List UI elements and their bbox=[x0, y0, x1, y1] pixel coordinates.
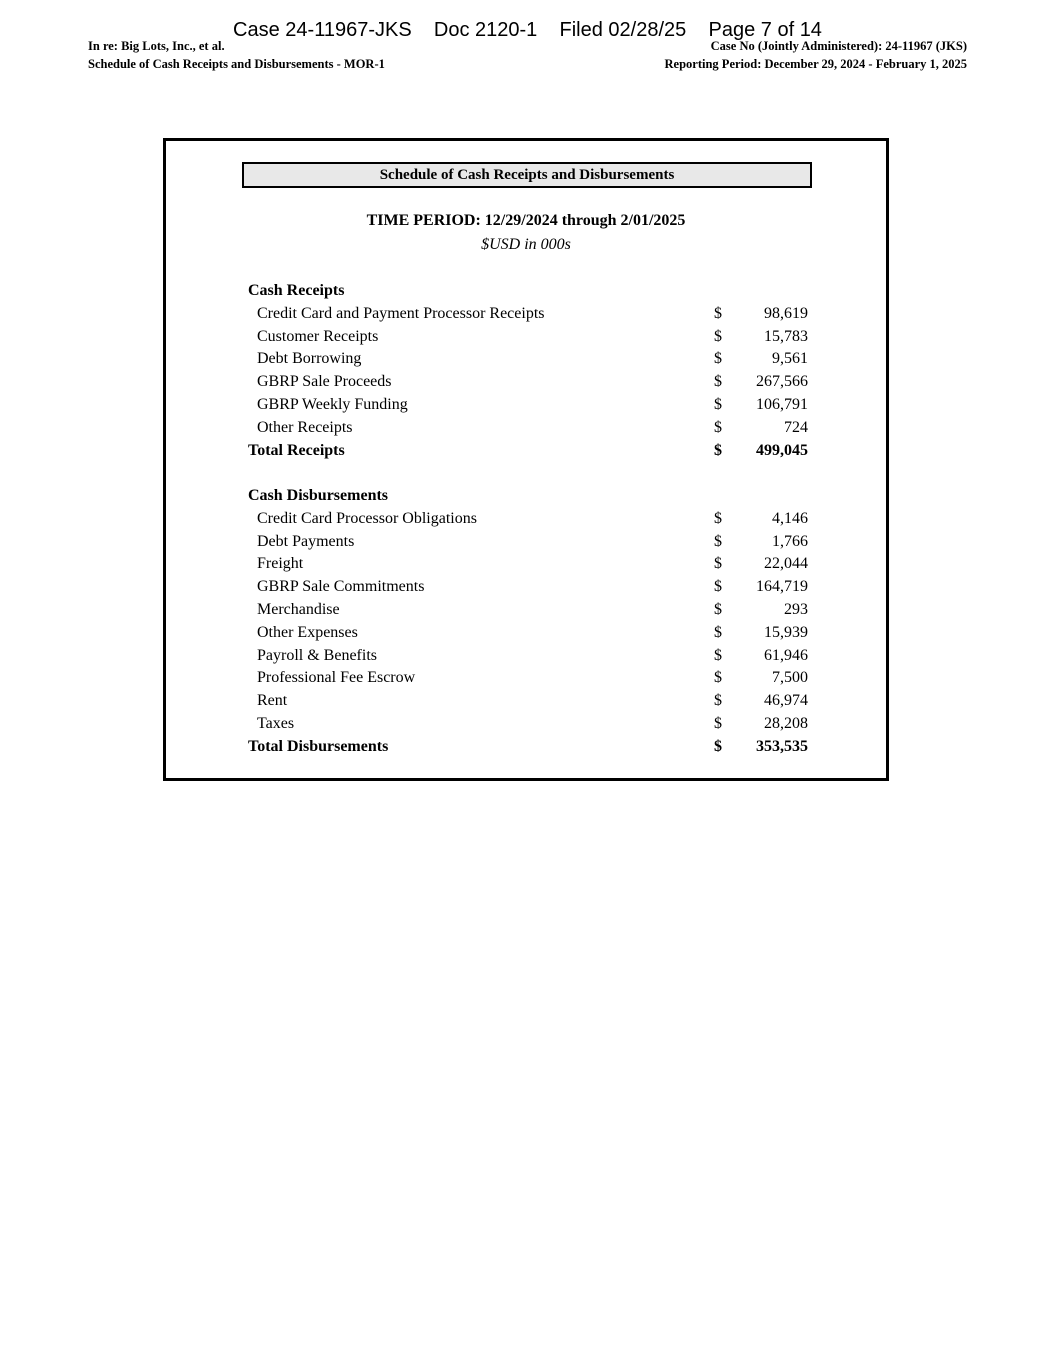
row-label: Payroll & Benefits bbox=[257, 646, 377, 664]
row-amount: 724 bbox=[784, 418, 808, 436]
row-label: Rent bbox=[257, 692, 288, 710]
section-heading bbox=[248, 280, 808, 303]
table-row bbox=[248, 576, 808, 599]
row-amount: 28,208 bbox=[764, 714, 808, 732]
row-label: Debt Borrowing bbox=[257, 350, 362, 368]
table-row bbox=[248, 667, 808, 690]
case-caption: In re: Big Lots, Inc., et al. bbox=[88, 39, 225, 53]
row-amount: 267,566 bbox=[756, 373, 808, 391]
row-label: GBRP Weekly Funding bbox=[257, 395, 408, 413]
row-amount: 46,974 bbox=[764, 692, 808, 710]
currency-symbol: $ bbox=[714, 509, 722, 527]
section-heading bbox=[248, 485, 808, 508]
row-label: Customer Receipts bbox=[257, 327, 379, 345]
table-row bbox=[248, 394, 808, 417]
currency-symbol: $ bbox=[714, 395, 722, 413]
row-amount: 1,766 bbox=[772, 532, 808, 550]
row-label: Merchandise bbox=[257, 600, 340, 618]
table-row bbox=[248, 303, 808, 326]
row-label: Credit Card and Payment Processor Receipts bbox=[257, 304, 545, 322]
currency-symbol: $ bbox=[714, 532, 722, 550]
row-amount: 22,044 bbox=[764, 555, 808, 573]
schedule-frame bbox=[163, 138, 889, 781]
row-amount: 15,939 bbox=[764, 623, 808, 641]
row-amount: 106,791 bbox=[756, 395, 808, 413]
table-row bbox=[248, 713, 808, 736]
row-label: Other Receipts bbox=[257, 418, 353, 436]
row-amount: 7,500 bbox=[772, 669, 808, 687]
currency-symbol: $ bbox=[714, 578, 722, 596]
row-amount: 15,783 bbox=[764, 327, 808, 345]
currency-symbol: $ bbox=[714, 304, 722, 322]
document-subtitle: Schedule of Cash Receipts and Disbursements - MOR-1 bbox=[88, 57, 385, 71]
currency-symbol: $ bbox=[714, 692, 722, 710]
table-row bbox=[248, 371, 808, 394]
table-row bbox=[248, 417, 808, 440]
schedule-title: Schedule of Cash Receipts and Disbursements bbox=[242, 162, 812, 188]
row-label: Freight bbox=[257, 555, 304, 573]
case-number: Case No (Jointly Administered): 24-11967 (JKS) bbox=[710, 39, 967, 53]
currency-symbol: $ bbox=[714, 623, 722, 641]
table-row bbox=[248, 326, 808, 349]
row-amount: 9,561 bbox=[772, 350, 808, 368]
row-label: Other Expenses bbox=[257, 623, 358, 641]
table-row bbox=[248, 508, 808, 531]
row-amount: 4,146 bbox=[772, 509, 808, 527]
currency-symbol: $ bbox=[714, 555, 722, 573]
row-label: Taxes bbox=[257, 714, 295, 732]
currency-symbol: $ bbox=[714, 418, 722, 436]
table-row bbox=[248, 690, 808, 713]
cash-receipts-section bbox=[248, 280, 808, 462]
currency-symbol: $ bbox=[714, 350, 722, 368]
currency-symbol: $ bbox=[714, 441, 722, 459]
row-label: Credit Card Processor Obligations bbox=[257, 509, 477, 527]
table-row bbox=[248, 599, 808, 622]
disbursements-heading: Cash Disbursements bbox=[248, 487, 389, 504]
total-receipts-row bbox=[248, 440, 808, 463]
total-disbursements-row bbox=[248, 736, 808, 759]
total-label: Total Receipts bbox=[248, 441, 345, 459]
row-amount: 164,719 bbox=[756, 578, 808, 596]
table-row bbox=[248, 645, 808, 668]
currency-symbol: $ bbox=[714, 714, 722, 732]
row-label: GBRP Sale Commitments bbox=[257, 578, 425, 596]
table-row bbox=[248, 531, 808, 554]
currency-symbol: $ bbox=[714, 737, 722, 755]
reporting-period: Reporting Period: December 29, 2024 - February 1, 2025 bbox=[664, 57, 967, 71]
currency-symbol: $ bbox=[714, 600, 722, 618]
currency-symbol: $ bbox=[714, 373, 722, 391]
row-amount: 293 bbox=[784, 600, 808, 618]
row-amount: 61,946 bbox=[764, 646, 808, 664]
court-filing-stamp: Case 24-11967-JKS Doc 2120-1 Filed 02/28/25 Page 7 of 14 bbox=[233, 19, 822, 41]
receipts-heading: Cash Receipts bbox=[248, 282, 345, 299]
units-note: $USD in 000s bbox=[481, 236, 571, 253]
row-label: GBRP Sale Proceeds bbox=[257, 373, 392, 391]
row-label: Professional Fee Escrow bbox=[257, 669, 416, 687]
table-row bbox=[248, 553, 808, 576]
table-row bbox=[248, 622, 808, 645]
currency-symbol: $ bbox=[714, 646, 722, 664]
total-label: Total Disbursements bbox=[248, 737, 389, 755]
row-amount: 98,619 bbox=[764, 304, 808, 322]
total-amount: 499,045 bbox=[756, 441, 808, 459]
currency-symbol: $ bbox=[714, 327, 722, 345]
row-label: Debt Payments bbox=[257, 532, 355, 550]
currency-symbol: $ bbox=[714, 669, 722, 687]
cash-disbursements-section bbox=[248, 485, 808, 759]
table-row bbox=[248, 348, 808, 371]
time-period: TIME PERIOD: 12/29/2024 through 2/01/2025 bbox=[366, 212, 686, 229]
total-amount: 353,535 bbox=[756, 737, 808, 755]
